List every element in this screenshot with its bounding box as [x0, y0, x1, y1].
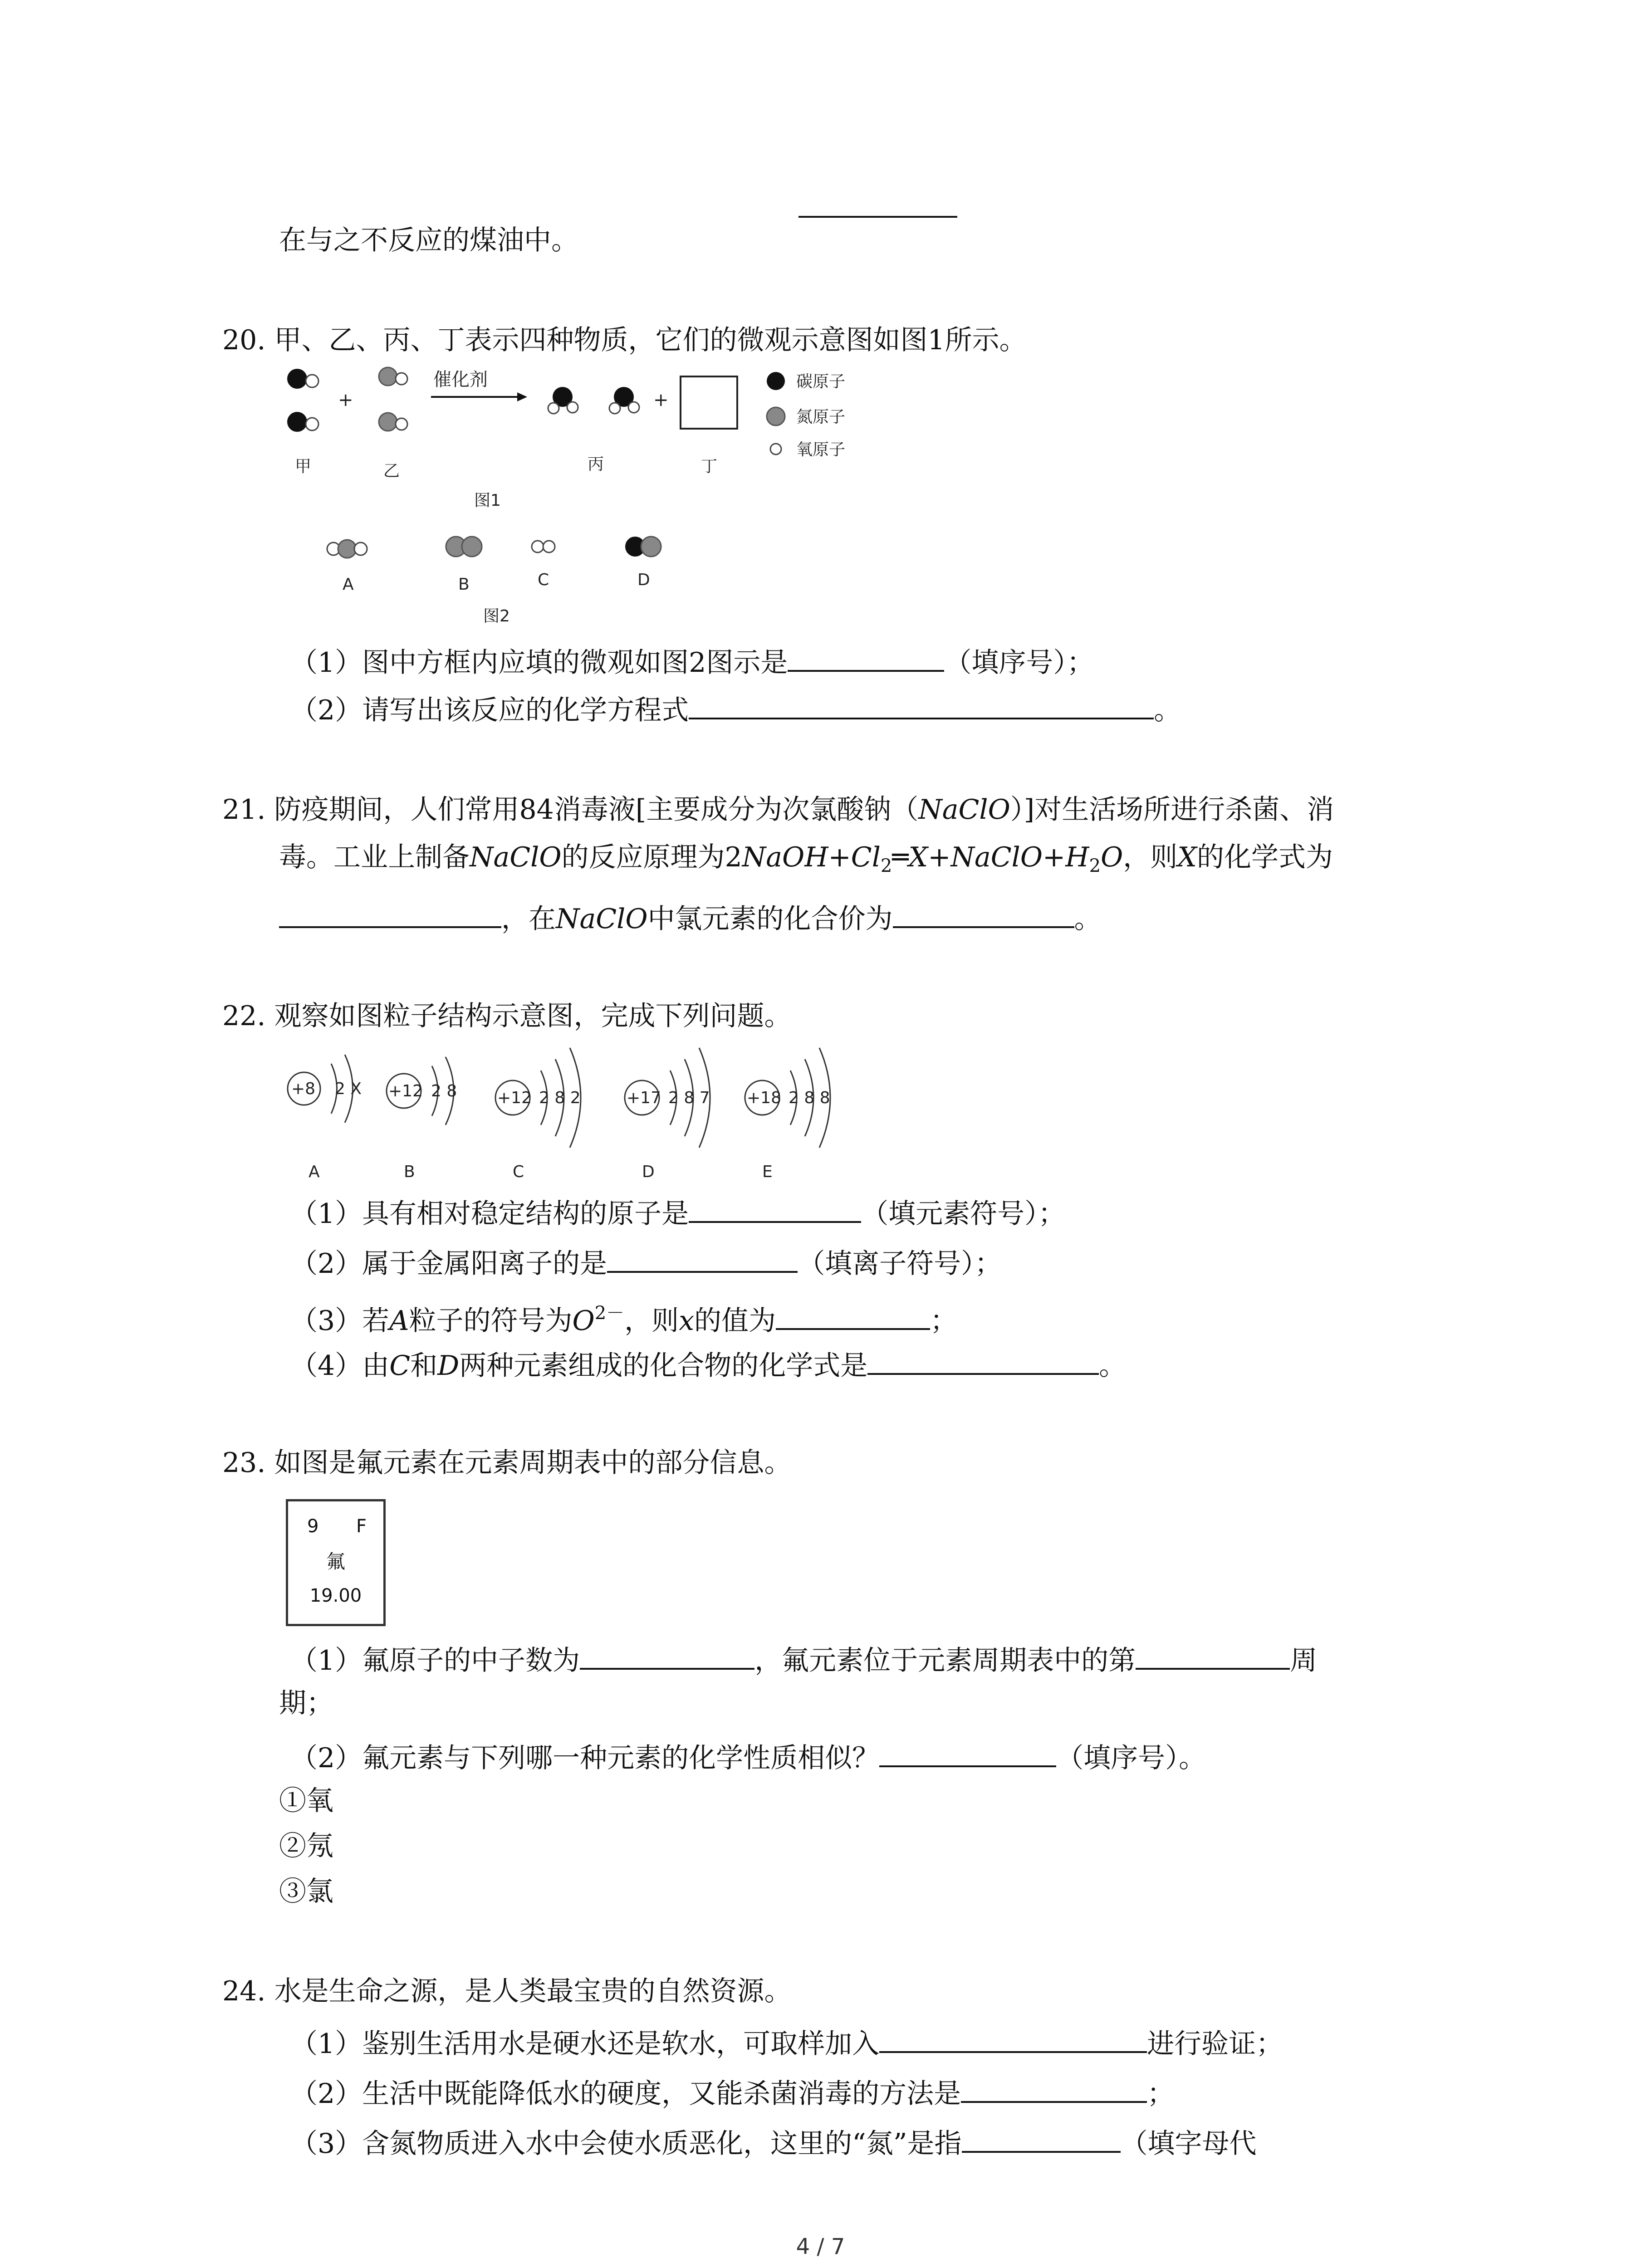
catalyst-label: 催化剂	[433, 369, 488, 390]
q23-option-1: ①氧	[279, 1785, 333, 1817]
q23-sub2: （2）氟元素与下列哪一种元素的化学性质相似？ （填序号）。	[290, 1737, 1206, 1776]
ding-box	[681, 376, 737, 429]
q22-sub3: （3）若A粒子的符号为$O^{2-}$，则x的值为 ；	[290, 1295, 957, 1339]
label-ding: 丁	[701, 457, 718, 476]
q22-sub4: （4）由C和D两种元素组成的化合物的化学式是 。	[290, 1345, 1126, 1384]
particle-e	[745, 1048, 830, 1181]
question-24-stem: 24. 水是生命之源，是人类最宝贵的自然资源。	[222, 1975, 792, 2007]
particle-d	[625, 1048, 710, 1181]
continued-text: 在与之不反应的煤油中。	[279, 225, 578, 256]
svg-text:+17: +17	[627, 1089, 661, 1107]
figure-1-reaction-diagram	[272, 358, 907, 517]
answer-blank[interactable]	[580, 1640, 754, 1670]
question-21-line-3: ，在NaClO中氯元素的化合价为 。	[279, 898, 1102, 937]
svg-text:2 8 8: 2 8 8	[789, 1089, 830, 1107]
question-22-stem: 22. 观察如图粒子结构示意图，完成下列问题。	[222, 1000, 792, 1032]
figure-2-options-diagram	[309, 526, 717, 635]
q23-sub1-cont: 期；	[279, 1687, 333, 1719]
particle-b	[387, 1057, 457, 1181]
q20-sub1: （1）图中方框内应填的微观如图2图示是 （填序号）；	[290, 642, 1094, 681]
answer-blank[interactable]	[879, 1737, 1056, 1767]
q24-sub2: （2）生活中既能降低水的硬度，又能杀菌消毒的方法是 ；	[290, 2073, 1174, 2112]
yi-molecules	[379, 367, 407, 431]
legend-nitrogen: 氮原子	[796, 408, 846, 426]
svg-text:2 8: 2 8	[431, 1082, 457, 1100]
svg-text:2 8 7: 2 8 7	[668, 1089, 710, 1107]
bing-molecules	[548, 387, 639, 414]
option-a-label: A	[343, 575, 354, 594]
q22-sub2: （2）属于金属阳离子的是 （填离子符号）；	[290, 1243, 1002, 1282]
answer-blank[interactable]	[893, 898, 1074, 928]
answer-blank[interactable]	[798, 186, 957, 218]
q23-option-2: ②氖	[279, 1830, 333, 1862]
element-symbol: F	[356, 1516, 367, 1537]
question-21-line-1: 21. 防疫期间，人们常用84消毒液[主要成分为次氯酸钠（NaClO）]对生活场所进行杀菌、消	[222, 794, 1334, 826]
svg-text:+: +	[338, 390, 353, 411]
label-bing: 丙	[588, 455, 604, 474]
option-c-label: C	[538, 571, 549, 589]
particle-a	[288, 1055, 362, 1181]
atomic-mass: 19.00	[309, 1585, 362, 1606]
q23-option-3: ③氯	[279, 1876, 333, 1907]
particle-c	[495, 1048, 581, 1181]
question-20-stem: 20. 甲、乙、丙、丁表示四种物质，它们的微观示意图如图1所示。	[222, 324, 1027, 356]
svg-text:D: D	[642, 1163, 655, 1181]
answer-blank[interactable]	[1136, 1640, 1290, 1670]
atomic-number: 9	[307, 1516, 319, 1537]
q24-sub3: （3）含氮物质进入水中会使水质恶化，这里的“氮”是指 （填字母代	[290, 2123, 1257, 2162]
label-jia: 甲	[295, 457, 312, 476]
q24-sub1: （1）鉴别生活用水是硬水还是软水，可取样加入 进行验证；	[290, 2023, 1283, 2062]
answer-blank[interactable]	[788, 642, 944, 672]
label-yi: 乙	[383, 462, 400, 480]
svg-text:+12: +12	[497, 1089, 532, 1107]
answer-blank[interactable]	[689, 689, 1154, 719]
answer-blank[interactable]	[279, 898, 501, 928]
svg-text:A: A	[309, 1163, 320, 1181]
answer-blank[interactable]	[689, 1193, 861, 1223]
periodic-table-cell	[286, 1499, 386, 1626]
q23-sub1: （1）氟原子的中子数为 ，氟元素位于元素周期表中的第 周	[290, 1640, 1317, 1679]
particle-structure-diagrams	[277, 1043, 867, 1193]
svg-text:+12: +12	[388, 1082, 423, 1100]
svg-text:2 8 2: 2 8 2	[539, 1089, 581, 1107]
answer-blank[interactable]	[879, 2023, 1147, 2053]
question-21-line-2: 毒。工业上制备NaClO的反应原理为$2NaOH+Cl_2═X+NaClO+H_2O$，则X的化学式为	[279, 841, 1333, 876]
svg-text:B: B	[404, 1163, 415, 1181]
legend-carbon: 碳原子	[796, 372, 846, 391]
question-23-stem: 23. 如图是氟元素在元素周期表中的部分信息。	[222, 1447, 792, 1479]
answer-blank[interactable]	[962, 2123, 1121, 2153]
svg-text:2 X: 2 X	[335, 1080, 362, 1098]
page-number: 4 / 7	[796, 2234, 845, 2259]
option-d-label: D	[637, 571, 650, 589]
figure-2-caption: 图2	[483, 607, 510, 626]
svg-text:+18: +18	[747, 1089, 781, 1107]
answer-blank[interactable]	[607, 1243, 798, 1273]
figure-1-caption: 图1	[474, 491, 501, 510]
legend-oxygen: 氧原子	[796, 440, 846, 459]
jia-molecules	[287, 369, 318, 432]
element-name: 氟	[326, 1550, 345, 1573]
answer-blank[interactable]	[867, 1345, 1099, 1375]
svg-text:E: E	[762, 1163, 773, 1181]
q20-sub2: （2）请写出该反应的化学方程式 。	[290, 689, 1181, 728]
answer-blank[interactable]	[961, 2073, 1147, 2103]
svg-text:+8: +8	[291, 1080, 316, 1098]
svg-text:+: +	[653, 390, 669, 411]
q22-sub1: （1）具有相对稳定结构的原子是 （填元素符号）；	[290, 1193, 1065, 1232]
svg-text:C: C	[513, 1163, 524, 1181]
answer-blank[interactable]	[776, 1300, 930, 1330]
option-b-label: B	[458, 575, 470, 594]
